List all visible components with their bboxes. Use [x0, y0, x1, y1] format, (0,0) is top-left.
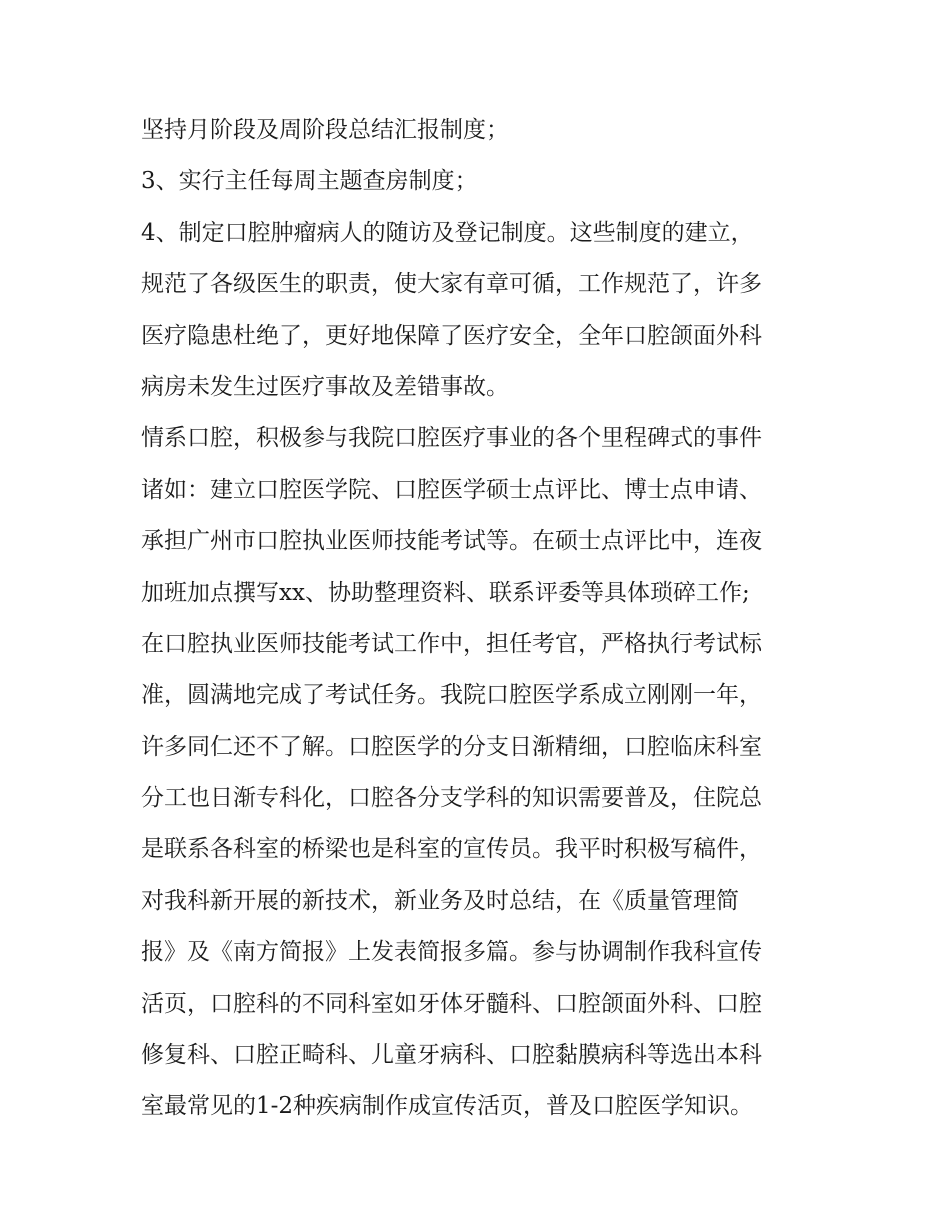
text-line: 是联系各科室的桥梁也是科室的宣传员。我平时积极写稿件，	[141, 836, 762, 863]
text-line: 规范了各级医生的职责，使大家有章可循，工作规范了，许多	[141, 271, 762, 298]
text-line: 医疗隐患杜绝了，更好地保障了医疗安全，全年口腔颌面外科	[141, 322, 762, 349]
text-line: 分工也日渐专科化，口腔各分支学科的知识需要普及，住院总	[141, 785, 762, 812]
document-body	[141, 105, 821, 1133]
text-line: 准，圆满地完成了考试任务。我院口腔医学系成立刚刚一年，	[141, 682, 762, 709]
text-line: 活页，口腔科的不同科室如牙体牙髓科、口腔颌面外科、口腔	[141, 990, 762, 1017]
text-line: 报》及《南方简报》上发表简报多篇。参与协调制作我科宣传	[141, 939, 762, 966]
text-line: 加班加点撰写xx、协助整理资料、联系评委等具体琐碎工作;	[141, 579, 750, 606]
text-line: 坚持月阶段及周阶段总结汇报制度；	[141, 117, 509, 143]
text-line: 3、实行主任每周主题查房制度；	[141, 168, 478, 195]
text-line: 修复科、口腔正畸科、儿童牙病科、口腔黏膜病科等选出本科	[141, 1042, 762, 1069]
text-line: 对我科新开展的新技术，新业务及时总结，在《质量管理简	[141, 887, 739, 914]
text-line: 4、制定口腔肿瘤病人的随访及登记制度。这些制度的建立，	[141, 219, 754, 246]
text-line: 情系口腔，积极参与我院口腔医疗事业的各个里程碑式的事件	[141, 425, 762, 452]
text-line: 病房未发生过医疗事故及差错事故。	[141, 373, 509, 400]
text-line: 室最常见的1-2种疾病制作成宣传活页，普及口腔医学知识。	[141, 1093, 754, 1120]
text-line: 在口腔执业医师技能考试工作中，担任考官，严格执行考试标	[141, 630, 762, 657]
text-line: 诸如：建立口腔医学院、口腔医学硕士点评比、博士点申请、	[141, 476, 762, 503]
text-line: 承担广州市口腔执业医师技能考试等。在硕士点评比中，连夜	[141, 528, 762, 555]
text-line: 许多同仁还不了解。口腔医学的分支日渐精细，口腔临床科室	[141, 733, 762, 760]
